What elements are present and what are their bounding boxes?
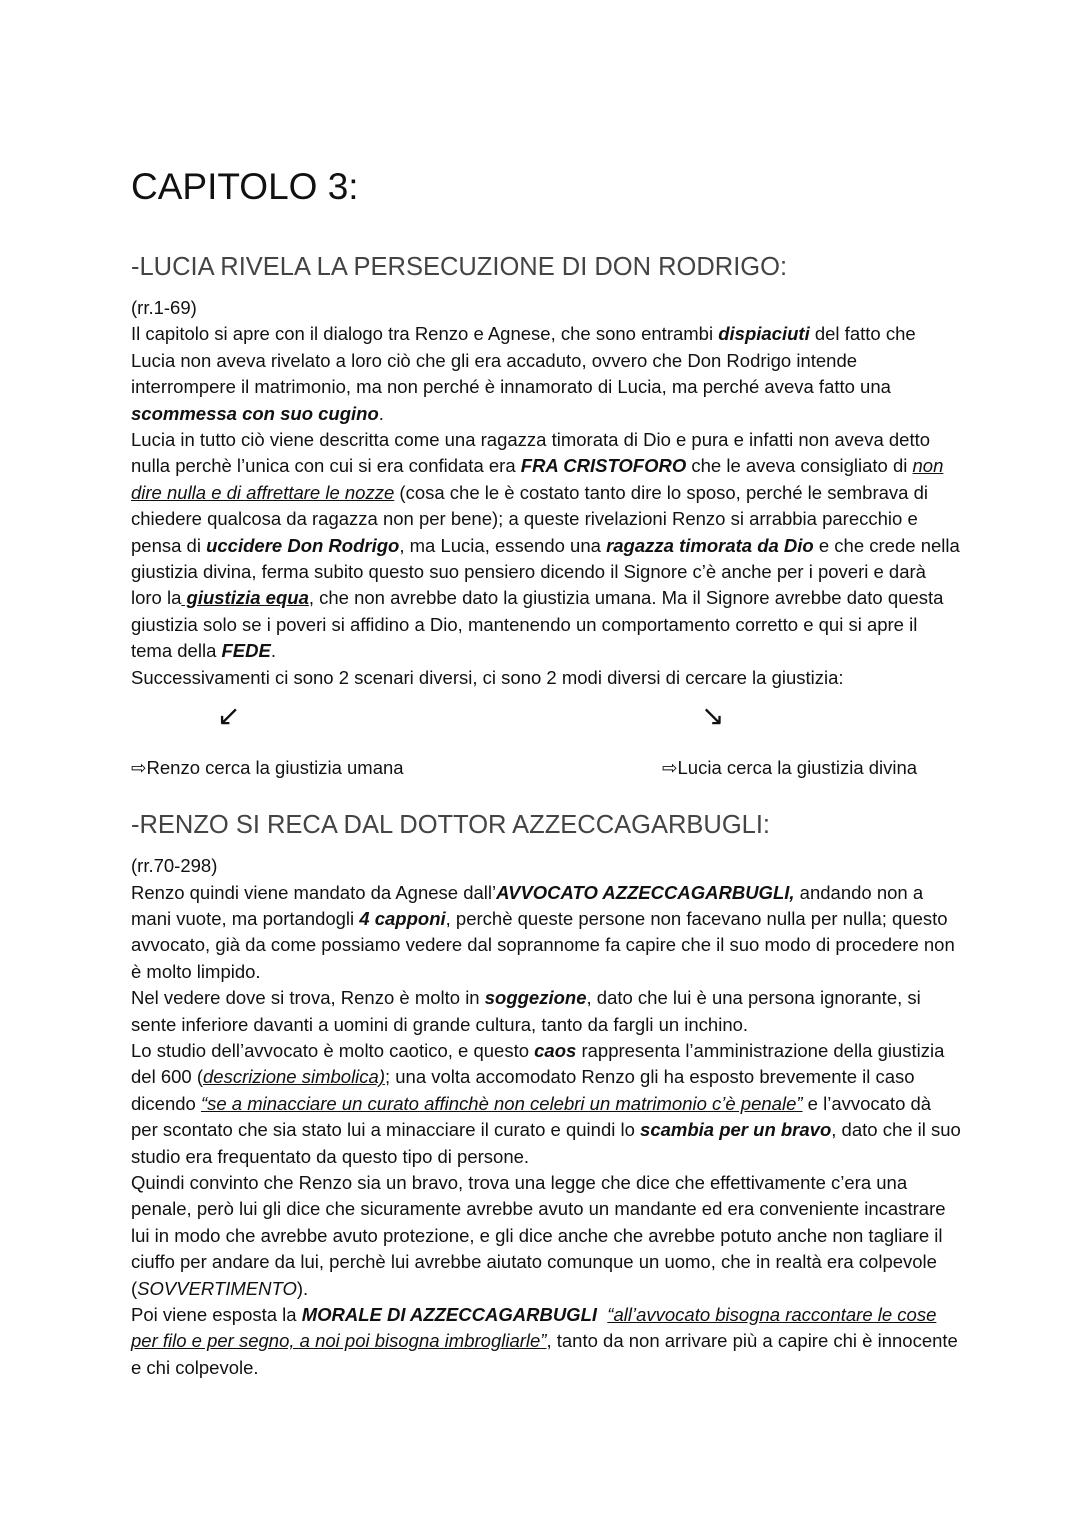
- quote-text: “all’avvocato bisogna raccontare le cose per filo e per segno, a noi poi bisogna imbrogliarle”: [131, 1304, 937, 1352]
- section-heading-renzo: -RENZO SI RECA DAL DOTTOR AZZECCAGARBUGLI:: [131, 811, 771, 840]
- text-run: andando non a mani vuote, ma portandogli: [131, 881, 924, 929]
- branch-lucia: ⇨Lucia cerca la giustizia divina: [662, 757, 918, 779]
- underlined-text: non dire nulla e di affrettare le nozze: [131, 455, 944, 503]
- spacer: [131, 785, 961, 809]
- emphasis-text: caos: [534, 1039, 577, 1061]
- underlined-text: descrizione simbolica): [203, 1066, 385, 1088]
- line-range: (rr.70-298): [131, 855, 218, 877]
- document-page: [131, 165, 961, 1381]
- text-run: , che non avrebbe dato la giustizia umana. Ma il Signore avrebbe dato questa giustizia solo se i poveri si affidino a Dio, mantenendo un comportamento corretto e qui si apre il tema della: [131, 587, 944, 662]
- emphasis-underlined-text: giustizia equa: [181, 587, 309, 609]
- text-run: del fatto che Lucia non aveva rivelato a loro ciò che gli era accaduto, ovvero che Don Rodrigo intende interrompere il matrimonio, ma non perché è innamorato di Lucia, ma perché aveva fatto una: [131, 323, 916, 398]
- paragraph: [131, 985, 961, 1038]
- text-run: rappresenta l’amministrazione della giustizia del 600 (: [131, 1039, 945, 1088]
- italic-text: SOVVERTIMENTO: [137, 1277, 297, 1299]
- emphasis-text: soggezione: [484, 987, 587, 1009]
- paragraph: [131, 1302, 961, 1381]
- text-run: che le aveva consigliato di: [686, 455, 913, 477]
- emphasis-text: scambia per un bravo: [640, 1119, 832, 1141]
- paragraph: [131, 321, 961, 427]
- text-run: (cosa che le è costato tanto dire lo sposo, perché le sembrava di chiedere qualcosa da ragazza non per bene); a queste rivelazioni Renzo si arrabbia parecchio e pensa di: [131, 481, 928, 556]
- emphasis-text: AVVOCATO AZZECCAGARBUGLI,: [496, 881, 795, 903]
- quote-text: “se a minacciare un curato affinchè non celebri un matrimonio c’è penale”: [200, 1092, 803, 1114]
- arrow-down-right-icon: ↘: [701, 700, 725, 732]
- emphasis-text: dispiaciuti: [718, 323, 810, 345]
- text-run: e che crede nella giustizia divina, ferma subito questo suo pensiero dicendo il Signore c’è anche per i poveri e darà loro la: [131, 534, 960, 609]
- text-run: , tanto da non arrivare più a capire chi è innocente e chi colpevole.: [131, 1330, 958, 1378]
- justice-branches: [131, 755, 961, 785]
- line-range: (rr.1-69): [131, 297, 197, 318]
- text-run: Nel vedere dove si trova, Renzo è molto in: [131, 987, 485, 1009]
- text-run: ).: [296, 1277, 309, 1299]
- text-run: Quindi convinto che Renzo sia un bravo, trova una legge che dice che effettivamente c’era una penale, però lui gli dice che sicuramente avrebbe avuto un mandante ed era conveniente incastrare lui in modo che avrebbe avuto protezione, e gli dice anche che avrebbe potuto anche non tagliare il ciuffo per andare da lui, perchè lui avrebbe aiutato comunque un uomo, che in realtà era colpevole (: [131, 1171, 946, 1299]
- paragraph: [131, 1038, 961, 1170]
- emphasis-text: 4 capponi: [359, 907, 446, 929]
- text-run: , dato che il suo studio era frequentato da questo tipo di persone.: [131, 1119, 961, 1167]
- emphasis-text: scommessa con suo cugino: [131, 402, 379, 424]
- text-run: e l’avvocato dà per scontato che sia stato lui a minacciare il curato e quindi lo: [131, 1092, 932, 1141]
- text-run: , perchè queste persone non facevano nulla per nulla; questo avvocato, già da come possiamo vedere dal soprannome fa capire che il suo modo di procedere non è molto limpido.: [131, 907, 955, 982]
- section-heading-lucia: -LUCIA RIVELA LA PERSECUZIONE DI DON RODRIGO:: [131, 253, 788, 281]
- text-run: ; una volta accomodato Renzo gli ha esposto brevemente il caso dicendo: [131, 1066, 915, 1114]
- text-run: Poi viene esposta la: [131, 1304, 302, 1325]
- text-run: Il capitolo si apre con il dialogo tra Renzo e Agnese, che sono entrambi: [131, 323, 719, 345]
- arrow-down-left-icon: ↙: [217, 700, 241, 732]
- emphasis-text: MORALE DI AZZECCAGARBUGLI: [301, 1304, 598, 1325]
- text-run: Renzo quindi viene mandato da Agnese dall’: [131, 881, 497, 903]
- text-run: Lucia in tutto ciò viene descritta come una ragazza timorata di Dio e pura e infatti non aveva detto nulla perchè l’unica con cui si era confidata era: [131, 429, 931, 477]
- text-run: Lo studio dell’avvocato è molto caotico, e questo: [131, 1039, 535, 1061]
- emphasis-text: FRA CRISTOFORO: [520, 455, 687, 477]
- paragraph: [131, 880, 961, 986]
- text-run: .: [378, 402, 384, 424]
- split-arrows: [131, 691, 961, 755]
- text-run: , dato che lui è una persona ignorante, si sente inferiore davanti a uomini di grande cultura, tanto da fargli un inchino.: [131, 987, 921, 1035]
- branch-renzo: ⇨Renzo cerca la giustizia umana: [131, 757, 404, 779]
- text-run: [597, 1304, 607, 1325]
- text-run: , ma Lucia, essendo una: [399, 534, 607, 556]
- text-run: .: [270, 640, 276, 662]
- emphasis-text: ragazza timorata da Dio: [606, 534, 814, 556]
- paragraph: [131, 1170, 961, 1302]
- emphasis-text: FEDE: [221, 640, 271, 662]
- paragraph: [131, 427, 961, 665]
- paragraph: Successivamenti ci sono 2 scenari diversi, ci sono 2 modi diversi di cercare la giustizia:: [131, 666, 844, 688]
- page-title: CAPITOLO 3:: [131, 166, 359, 207]
- emphasis-text: uccidere Don Rodrigo: [206, 534, 400, 556]
